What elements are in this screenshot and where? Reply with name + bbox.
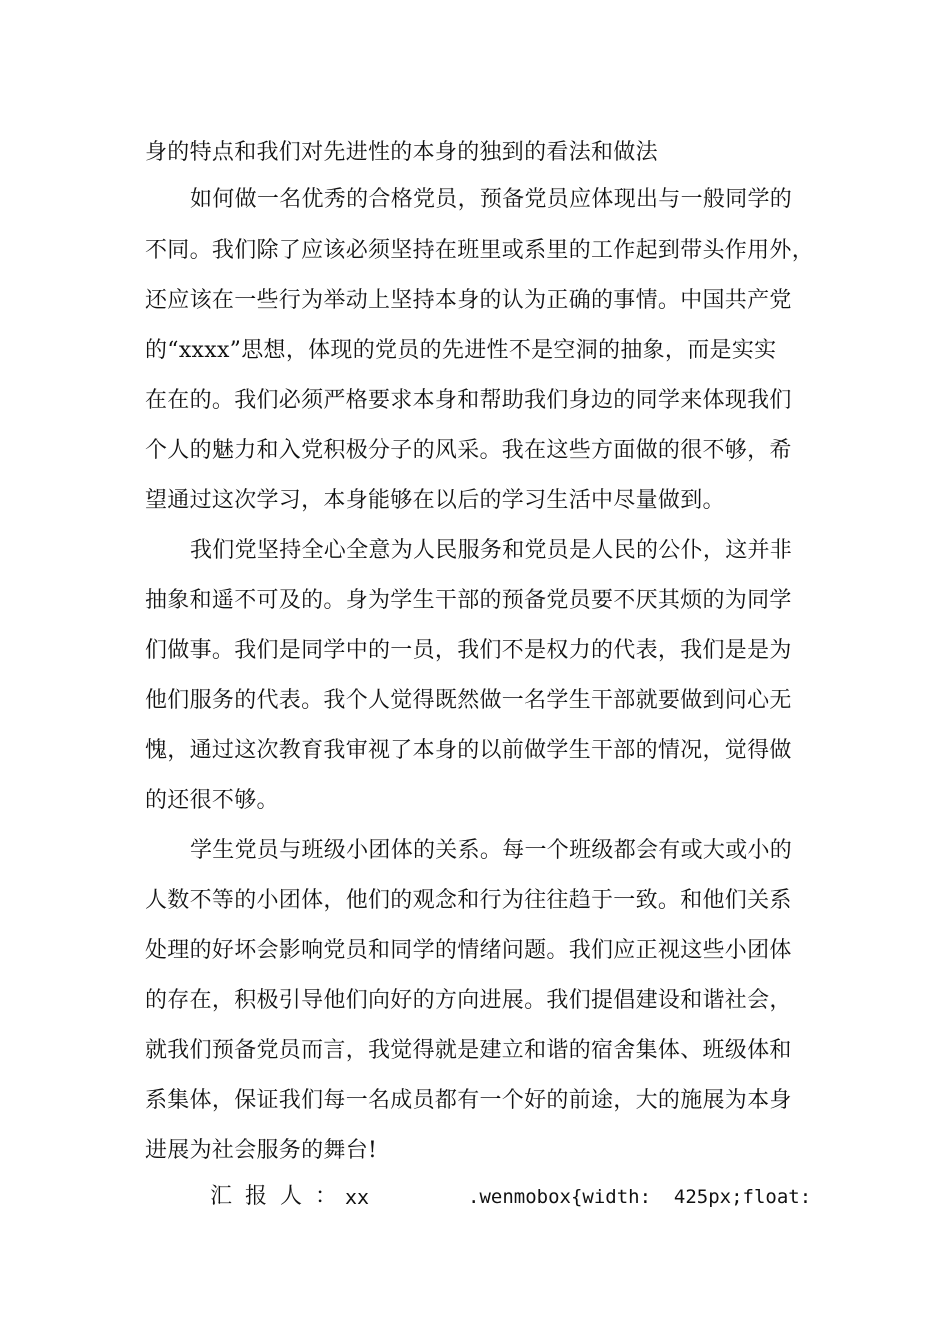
paragraph-first-line: 我们党坚持全心全意为人民服务和党员是人民的公仆，这并非 [190,538,793,563]
paragraph-first-line: 如何做一名优秀的合格党员，预备党员应体现出与一般同学的 [190,187,793,212]
text-line: 身的特点和我们对先进性的本身的独到的看法和做法 [145,140,658,165]
text-line: 个人的魅力和入党积极分子的风采。我在这些方面做的很不够，希 [145,438,792,463]
text-line: 就我们预备党员而言，我觉得就是建立和谐的宿舍集体、班级体和 [145,1038,792,1063]
text-line: 的存在，积极引导他们向好的方向进展。我们提倡建设和谐社会， [145,988,792,1013]
text-line: 望通过这次学习，本身能够在以后的学习生活中尽量做到。 [145,488,725,513]
reporter-name: xx [345,1185,370,1209]
reporter-line [210,1184,810,1210]
text-line: 人数不等的小团体，他们的观念和行为往往趋于一致。和他们关系 [145,888,792,913]
text-line: 他们服务的代表。我个人觉得既然做一名学生干部就要做到问心无 [145,688,792,713]
text-line: 的还很不够。 [145,788,279,813]
text-line: 进展为社会服务的舞台! [145,1138,378,1163]
stray-css-text: .wenmobox{width: 425px;float: [468,1186,812,1208]
text-line: 系集体，保证我们每一名成员都有一个好的前途，大的施展为本身 [145,1088,792,1113]
text-line: 们做事。我们是同学中的一员，我们不是权力的代表，我们是是为 [145,638,792,663]
paragraph-first-line: 学生党员与班级小团体的关系。每一个班级都会有或大或小的 [190,838,793,863]
reporter-label: 汇报人： [210,1184,351,1209]
text-line: 处理的好坏会影响党员和同学的情绪问题。我们应正视这些小团体 [145,938,792,963]
text-line: 愧，通过这次教育我审视了本身的以前做学生干部的情况，觉得做 [145,738,792,763]
text-line: 的“xxxx”思想，体现的党员的先进性不是空洞的抽象，而是实实 [145,338,777,363]
text-line: 还应该在一些行为举动上坚持本身的认为正确的事情。中国共产党 [145,288,792,313]
text-line: 在在的。我们必须严格要求本身和帮助我们身边的同学来体现我们 [145,388,792,413]
text-line: 抽象和遥不可及的。身为学生干部的预备党员要不厌其烦的为同学 [145,588,792,613]
text-line: 不同。我们除了应该必须坚持在班里或系里的工作起到带头作用外， [145,238,815,263]
